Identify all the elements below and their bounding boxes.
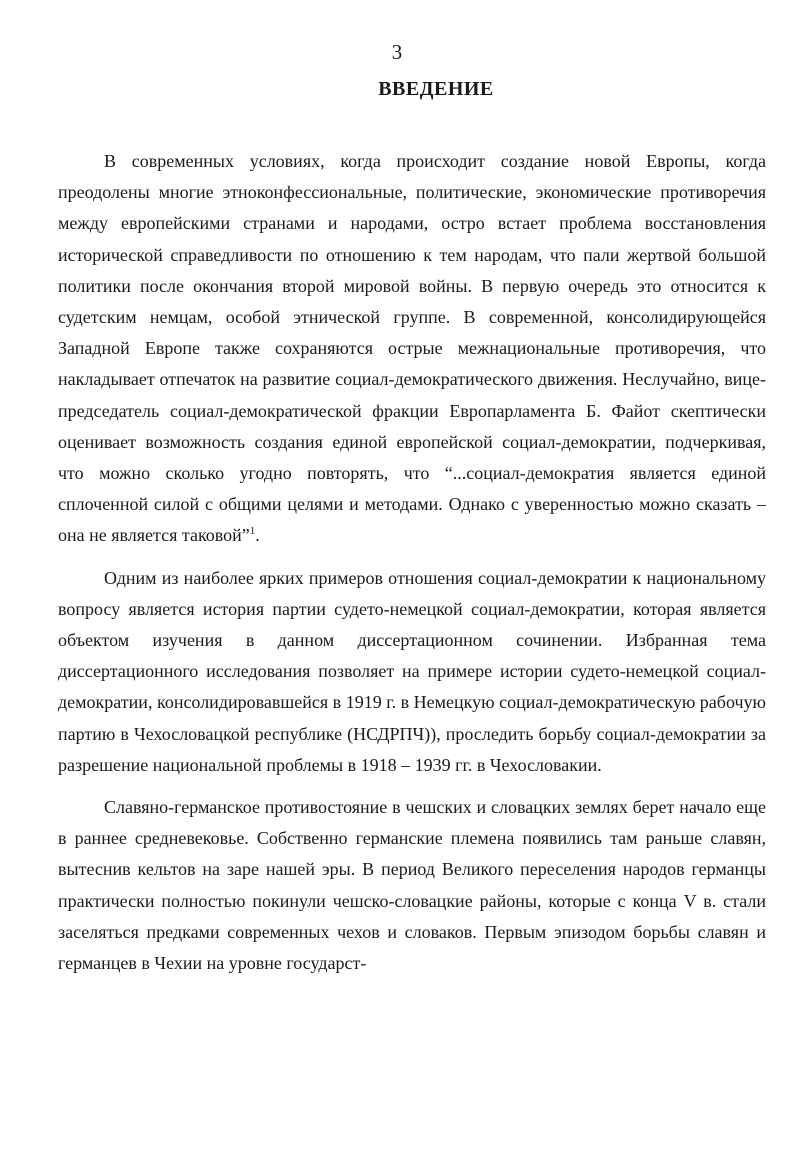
footnote-mark: 1 (249, 525, 256, 538)
page-number: 3 (391, 40, 403, 64)
paragraph-1 (58, 146, 766, 552)
paragraph-2: Одним из наиболее ярких примеров отношения социал-демократии к национальному вопросу является история партии судето-немецкой социал-демократии, которая является объектом изучения в данном диссертационном сочинении. Избранная тема диссертационного исследования позволяет на примере истории судето-немецкой социал-демократии, консолидировавшейся в 1919 г. в Немецкую социал-демократическую рабочую партию в Чехословацкой республике (НСДРПЧ)), проследить борьбу социал-демократии за разрешение национальной проблемы в 1918 – 1939 гг. в Чехословакии. (58, 567, 766, 775)
paragraph-1-tail: . (255, 525, 260, 546)
paragraph-1-text: В современных условиях, когда происходит создание новой Европы, когда преодолены многие этноконфессиональные, политические, экономические противоречия между европейскими странами и народами, остро встает проблема восстановления исторической справедливости по отношению к тем народам, что пали жертвой большой политики после окончания второй мировой войны. В первую очередь это относится к судетским немцам, особой этнической группе. В современной, консолидирующейся Западной Европе также сохраняются острые межнациональные противоречия, что накладывает отпечаток на развитие социал-демократического движения. Неслучайно, вице-председатель социал-демократической фракции Европарламента Б. Файот скептически оценивает возможность создания единой европейской социал-демократии, подчеркивая, что можно сколько угодно повторять, что “...социал-демократия является единой сплоченной силой с общими целями и методами. Однако с уверенностью можно сказать – она не является таковой” (58, 151, 766, 546)
paragraph-3: Славяно-германское противостояние в чешских и словацких землях берет начало еще в раннее средневековье. Собственно германские племена появились там раньше славян, вытеснив кельтов на заре нашей эры. В период Великого переселения народов германцы практически полностью покинули чешско-словацкие районы, которые с конца V в. стали заселяться предками современных чехов и словаков. Первым эпизодом борьбы славян и германцев в Чехии на уровне государст- (58, 797, 766, 974)
page-heading: ВВЕДЕНИЕ (378, 78, 494, 100)
body-text (58, 146, 766, 990)
